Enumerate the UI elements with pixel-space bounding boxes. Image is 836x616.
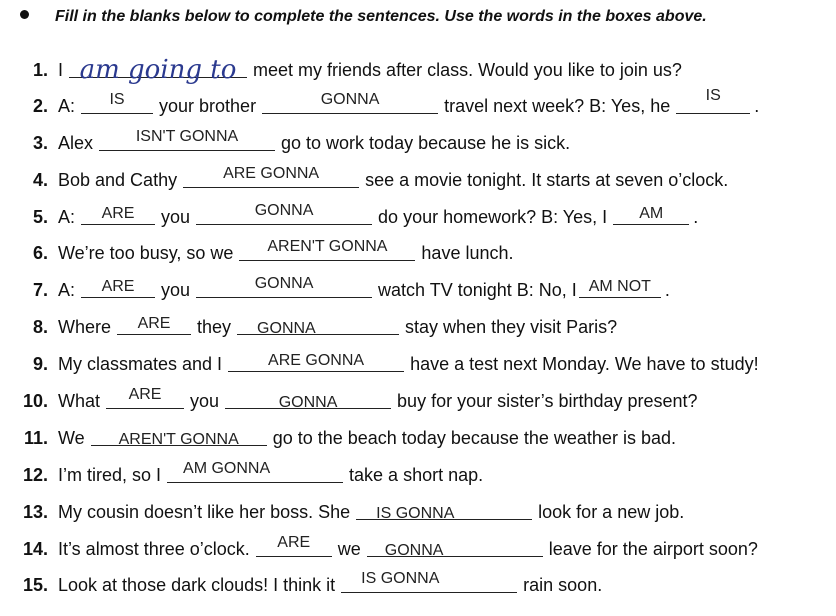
item-number: 7. (32, 280, 48, 300)
item-number: 10. (22, 391, 48, 411)
exercise-item-4 (0, 162, 730, 198)
typed-answer: IS (705, 87, 721, 104)
typed-answer: AM (639, 205, 664, 222)
typed-answer: ARE (101, 205, 135, 222)
handwritten-answer: am going to (79, 55, 237, 85)
exercise-item-6 (0, 235, 516, 271)
sentence-text: your brother (159, 96, 257, 116)
answer-blank[interactable] (341, 570, 517, 593)
sentence-text: My classmates and I (58, 354, 223, 374)
sentence-text: they (197, 317, 232, 337)
typed-answer: ARE GONNA (268, 352, 365, 369)
typed-answer: ARE (277, 534, 311, 551)
sentence-text: I (58, 60, 64, 80)
sentence-text: A: (58, 207, 76, 227)
answer-blank[interactable] (228, 349, 404, 372)
sentence-text: Where (58, 317, 112, 337)
typed-answer: ARE GONNA (223, 165, 320, 182)
sentence-text: It’s almost three o’clock. (58, 539, 250, 559)
exercise-item-13 (0, 494, 686, 530)
answer-blank[interactable] (367, 534, 543, 557)
typed-answer: IS GONNA (376, 505, 455, 522)
answer-blank[interactable] (99, 128, 275, 151)
sentence-text: have a test next Monday. We have to study! (410, 354, 759, 374)
typed-answer: ARE (128, 386, 162, 403)
sentence-text: Bob and Cathy (58, 170, 178, 190)
answer-blank[interactable] (579, 275, 661, 298)
sentence-text: you (161, 280, 191, 300)
typed-answer: AM NOT (588, 278, 651, 295)
sentence-text: . (664, 280, 670, 300)
sentence-text: travel next week? B: Yes, he (444, 96, 671, 116)
sentence-text: go to the beach today because the weather is bad. (272, 428, 676, 448)
answer-blank[interactable] (356, 497, 532, 520)
answer-blank[interactable] (196, 275, 372, 298)
exercise-item-8 (0, 309, 619, 345)
typed-answer: IS GONNA (361, 570, 440, 587)
answer-blank[interactable] (117, 312, 191, 335)
exercise-item-1 (0, 52, 684, 88)
exercise-item-7 (0, 272, 670, 308)
answer-blank[interactable] (81, 275, 155, 298)
item-number: 15. (22, 575, 48, 595)
typed-answer: AREN'T GONNA (118, 431, 239, 448)
item-number: 3. (32, 133, 48, 153)
typed-answer: AREN'T GONNA (267, 238, 388, 255)
item-number: 9. (32, 354, 48, 374)
typed-answer: GONNA (257, 320, 316, 337)
exercise-item-10 (0, 383, 700, 419)
sentence-text: We’re too busy, so we (58, 243, 234, 263)
exercise-item-14 (0, 531, 760, 567)
sentence-text: you (161, 207, 191, 227)
sentence-text: go to work today because he is sick. (281, 133, 571, 153)
sentence-text: meet my friends after class. Would you like to join us? (253, 60, 682, 80)
sentence-text: look for a new job. (538, 502, 685, 522)
answer-blank[interactable] (676, 87, 750, 114)
exercise-item-5 (0, 199, 698, 235)
sentence-text: stay when they visit Paris? (405, 317, 618, 337)
sentence-text: take a short nap. (349, 465, 484, 485)
exercise-item-3 (0, 125, 572, 161)
item-number: 11. (23, 428, 48, 448)
answer-blank[interactable] (613, 202, 689, 225)
typed-answer: AM GONNA (183, 460, 271, 477)
exercise-item-2 (0, 88, 759, 124)
item-number: 8. (32, 317, 48, 337)
answer-blank[interactable] (91, 423, 267, 446)
instructions-text: Fill in the blanks below to complete the sentences. Use the words in the boxes above. (55, 8, 707, 25)
item-number: 12. (22, 465, 48, 485)
typed-answer: ARE (101, 278, 135, 295)
answer-blank[interactable] (81, 202, 155, 225)
item-number: 14. (22, 539, 48, 559)
answer-blank[interactable] (106, 386, 184, 409)
sentence-text: A: (58, 96, 76, 116)
answer-blank[interactable] (183, 165, 359, 188)
exercise-item-12 (0, 457, 485, 493)
answer-blank[interactable] (225, 386, 391, 409)
sentence-text: buy for your sister’s birthday present? (397, 391, 698, 411)
typed-answer: GONNA (278, 394, 338, 411)
sentence-text: I’m tired, so I (58, 465, 162, 485)
sentence-text: Look at those dark clouds! I think it (58, 575, 336, 595)
sentence-text: . (754, 96, 760, 116)
bullet-icon (20, 10, 29, 19)
sentence-text: leave for the airport soon? (548, 539, 758, 559)
typed-answer: GONNA (254, 202, 314, 219)
answer-blank[interactable] (237, 312, 399, 335)
answer-blank[interactable] (239, 238, 415, 261)
typed-answer: GONNA (254, 275, 314, 292)
typed-answer: IS (109, 91, 125, 108)
exercise-item-11 (0, 420, 678, 456)
sentence-text: do your homework? B: Yes, I (378, 207, 608, 227)
item-number: 13. (22, 502, 48, 522)
sentence-text: Alex (58, 133, 94, 153)
item-number: 2. (32, 96, 48, 116)
answer-blank[interactable] (256, 534, 332, 557)
sentence-text: watch TV tonight B: No, I (378, 280, 577, 300)
instructions (20, 8, 707, 26)
answer-blank[interactable] (69, 55, 247, 85)
typed-answer: GONNA (320, 91, 380, 108)
sentence-text: see a movie tonight. It starts at seven o’clock. (365, 170, 729, 190)
sentence-text: A: (58, 280, 76, 300)
sentence-text: . (693, 207, 699, 227)
sentence-text: we (337, 539, 361, 559)
typed-answer: GONNA (384, 542, 444, 559)
item-number: 6. (32, 243, 48, 263)
exercise-item-15 (0, 567, 604, 603)
exercise-item-9 (0, 346, 761, 382)
sentence-text: What (58, 391, 101, 411)
item-number: 5. (32, 207, 48, 227)
answer-blank[interactable] (196, 202, 372, 225)
item-number: 4. (32, 170, 48, 190)
answer-blank[interactable] (262, 91, 438, 114)
typed-answer: ARE (137, 315, 171, 332)
answer-blank[interactable] (167, 460, 343, 483)
sentence-text: have lunch. (421, 243, 514, 263)
sentence-text: you (190, 391, 220, 411)
sentence-text: rain soon. (523, 575, 603, 595)
sentence-text: We (58, 428, 85, 448)
item-number: 1. (32, 60, 48, 80)
sentence-text: My cousin doesn’t like her boss. She (58, 502, 351, 522)
typed-answer: ISN'T GONNA (135, 128, 239, 145)
answer-blank[interactable] (81, 91, 153, 114)
